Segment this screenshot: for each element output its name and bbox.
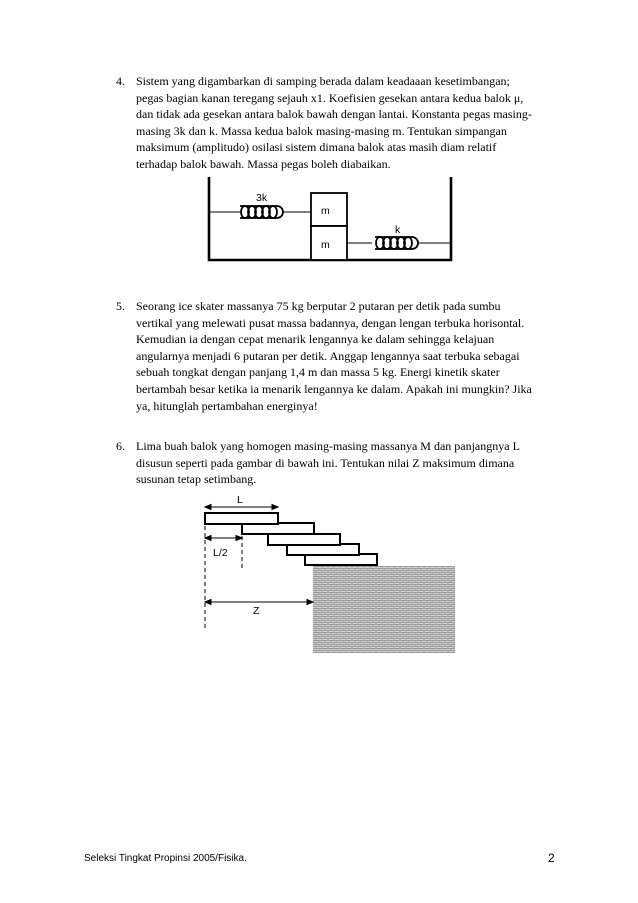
problem-4 bbox=[116, 73, 571, 178]
block-bottom-label: m bbox=[321, 239, 330, 251]
label-L-half: L/2 bbox=[213, 547, 228, 559]
dimension-L-half bbox=[205, 536, 242, 541]
problem-text-line: bertambah besar ketika ia menarik lengannya ke dalam. Apakah ini mungkin? Jika bbox=[136, 382, 532, 396]
spring-block-figure bbox=[200, 172, 460, 267]
footer-text: Seleksi Tingkat Propinsi 2005/Fisika. bbox=[84, 853, 247, 864]
problem-text-line: Kemudian ia dengan cepat menarik lengannya ke dalam sehingga kelajuan bbox=[136, 332, 495, 347]
problem-text-line: masing 3k dan k. Massa kedua balok masing-masing m. Tentukan simpangan bbox=[136, 123, 507, 138]
problem-text-line: pegas bagian kanan teregang sejauh x1. Koefisien gesekan antara kedua balok μ, bbox=[136, 90, 524, 105]
problem-text-line: Seorang ice skater massanya 75 kg berputar 2 putaran per detik pada sumbu bbox=[136, 299, 501, 313]
problem-text-line: disusun seperti pada gambar di bawah ini. Tentukan nilai Z maksimum dimana bbox=[136, 455, 515, 470]
problem-text-line: ya, hitunglah pertambahan energinya! bbox=[136, 398, 318, 413]
problem-text-line: susunan tetap setimbang. bbox=[136, 472, 257, 487]
problem-number: 4. bbox=[116, 74, 125, 88]
block-3 bbox=[268, 534, 340, 545]
problem-text-line: angularnya menjadi 6 putaran per detik. Anggap lengannya saat terbuka sebagai bbox=[136, 348, 520, 363]
block-top-label: m bbox=[321, 205, 330, 217]
dimension-Z bbox=[205, 600, 313, 605]
spring-right-label: k bbox=[395, 224, 401, 236]
spring-k bbox=[375, 237, 418, 249]
problem-text-line: terhadap balok bawah. Massa pegas boleh diabaikan. bbox=[136, 157, 391, 171]
problem-5 bbox=[116, 298, 571, 418]
problem-number: 5. bbox=[116, 299, 125, 313]
stacked-blocks-figure bbox=[195, 490, 465, 660]
problem-text-line: sebuah tongkat dengan panjang 1,4 m dan massa 5 kg. Energi kinetik skater bbox=[136, 365, 500, 380]
table-surface bbox=[313, 566, 455, 653]
problem-text-line: maksimum (amplitudo) osilasi sistem dimana balok atas masih diam relatif bbox=[136, 140, 497, 155]
problem-text-line: Lima buah balok yang homogen masing-masing massanya M dan panjangnya L bbox=[136, 439, 520, 453]
problem-6 bbox=[116, 438, 571, 493]
problem-text-line: Sistem yang digambarkan di samping berada dalam keadaaan kesetimbangan; bbox=[136, 74, 510, 88]
page-number: 2 bbox=[548, 851, 555, 865]
problem-text-line: vertikal yang melewati pusat massa badannya, dengan lengan terbuka horisontal. bbox=[136, 315, 525, 330]
problem-number: 6. bbox=[116, 439, 125, 453]
block-1 bbox=[205, 513, 278, 524]
label-Z: Z bbox=[253, 605, 260, 617]
spring-left-label: 3k bbox=[256, 192, 268, 204]
problem-text-line: dan tidak ada gesekan antara balok bawah dengan lantai. Konstanta pegas masing- bbox=[136, 107, 532, 122]
spring-3k bbox=[240, 206, 283, 218]
label-L: L bbox=[237, 494, 243, 506]
